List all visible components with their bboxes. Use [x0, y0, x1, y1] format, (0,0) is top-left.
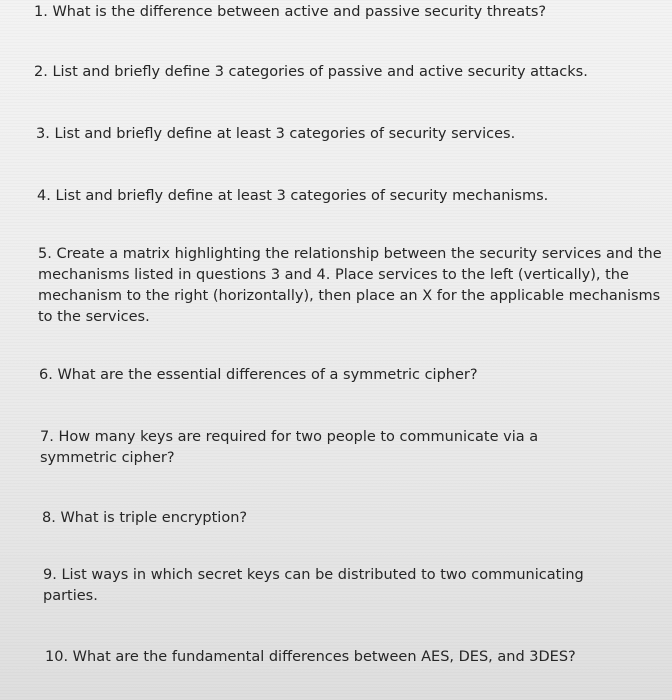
question-5: 5. Create a matrix highlighting the relationship between the security services and the mechanisms listed in questions 3 and 4. Place services to the left (vertically), the mechanism to the right (horizontally), then place an X for the applicable mechanisms to the services.: [38, 246, 662, 325]
question-4: 4. List and briefly define at least 3 categories of security mechanisms.: [37, 188, 549, 204]
question-7: 7. How many keys are required for two people to communicate via a symmetric cipher?: [40, 429, 539, 466]
question-9: 9. List ways in which secret keys can be distributed to two communicating parties.: [43, 567, 584, 604]
question-3: 3. List and briefly define at least 3 categories of security services.: [36, 126, 516, 142]
question-10: 10. What are the fundamental differences between AES, DES, and 3DES?: [45, 649, 576, 665]
question-8: 8. What is triple encryption?: [42, 510, 248, 526]
question-6: 6. What are the essential differences of a symmetric cipher?: [39, 367, 478, 383]
question-1: 1. What is the difference between active and passive security threats?: [34, 4, 547, 20]
question-2: 2. List and briefly define 3 categories of passive and active security attacks.: [34, 64, 588, 80]
